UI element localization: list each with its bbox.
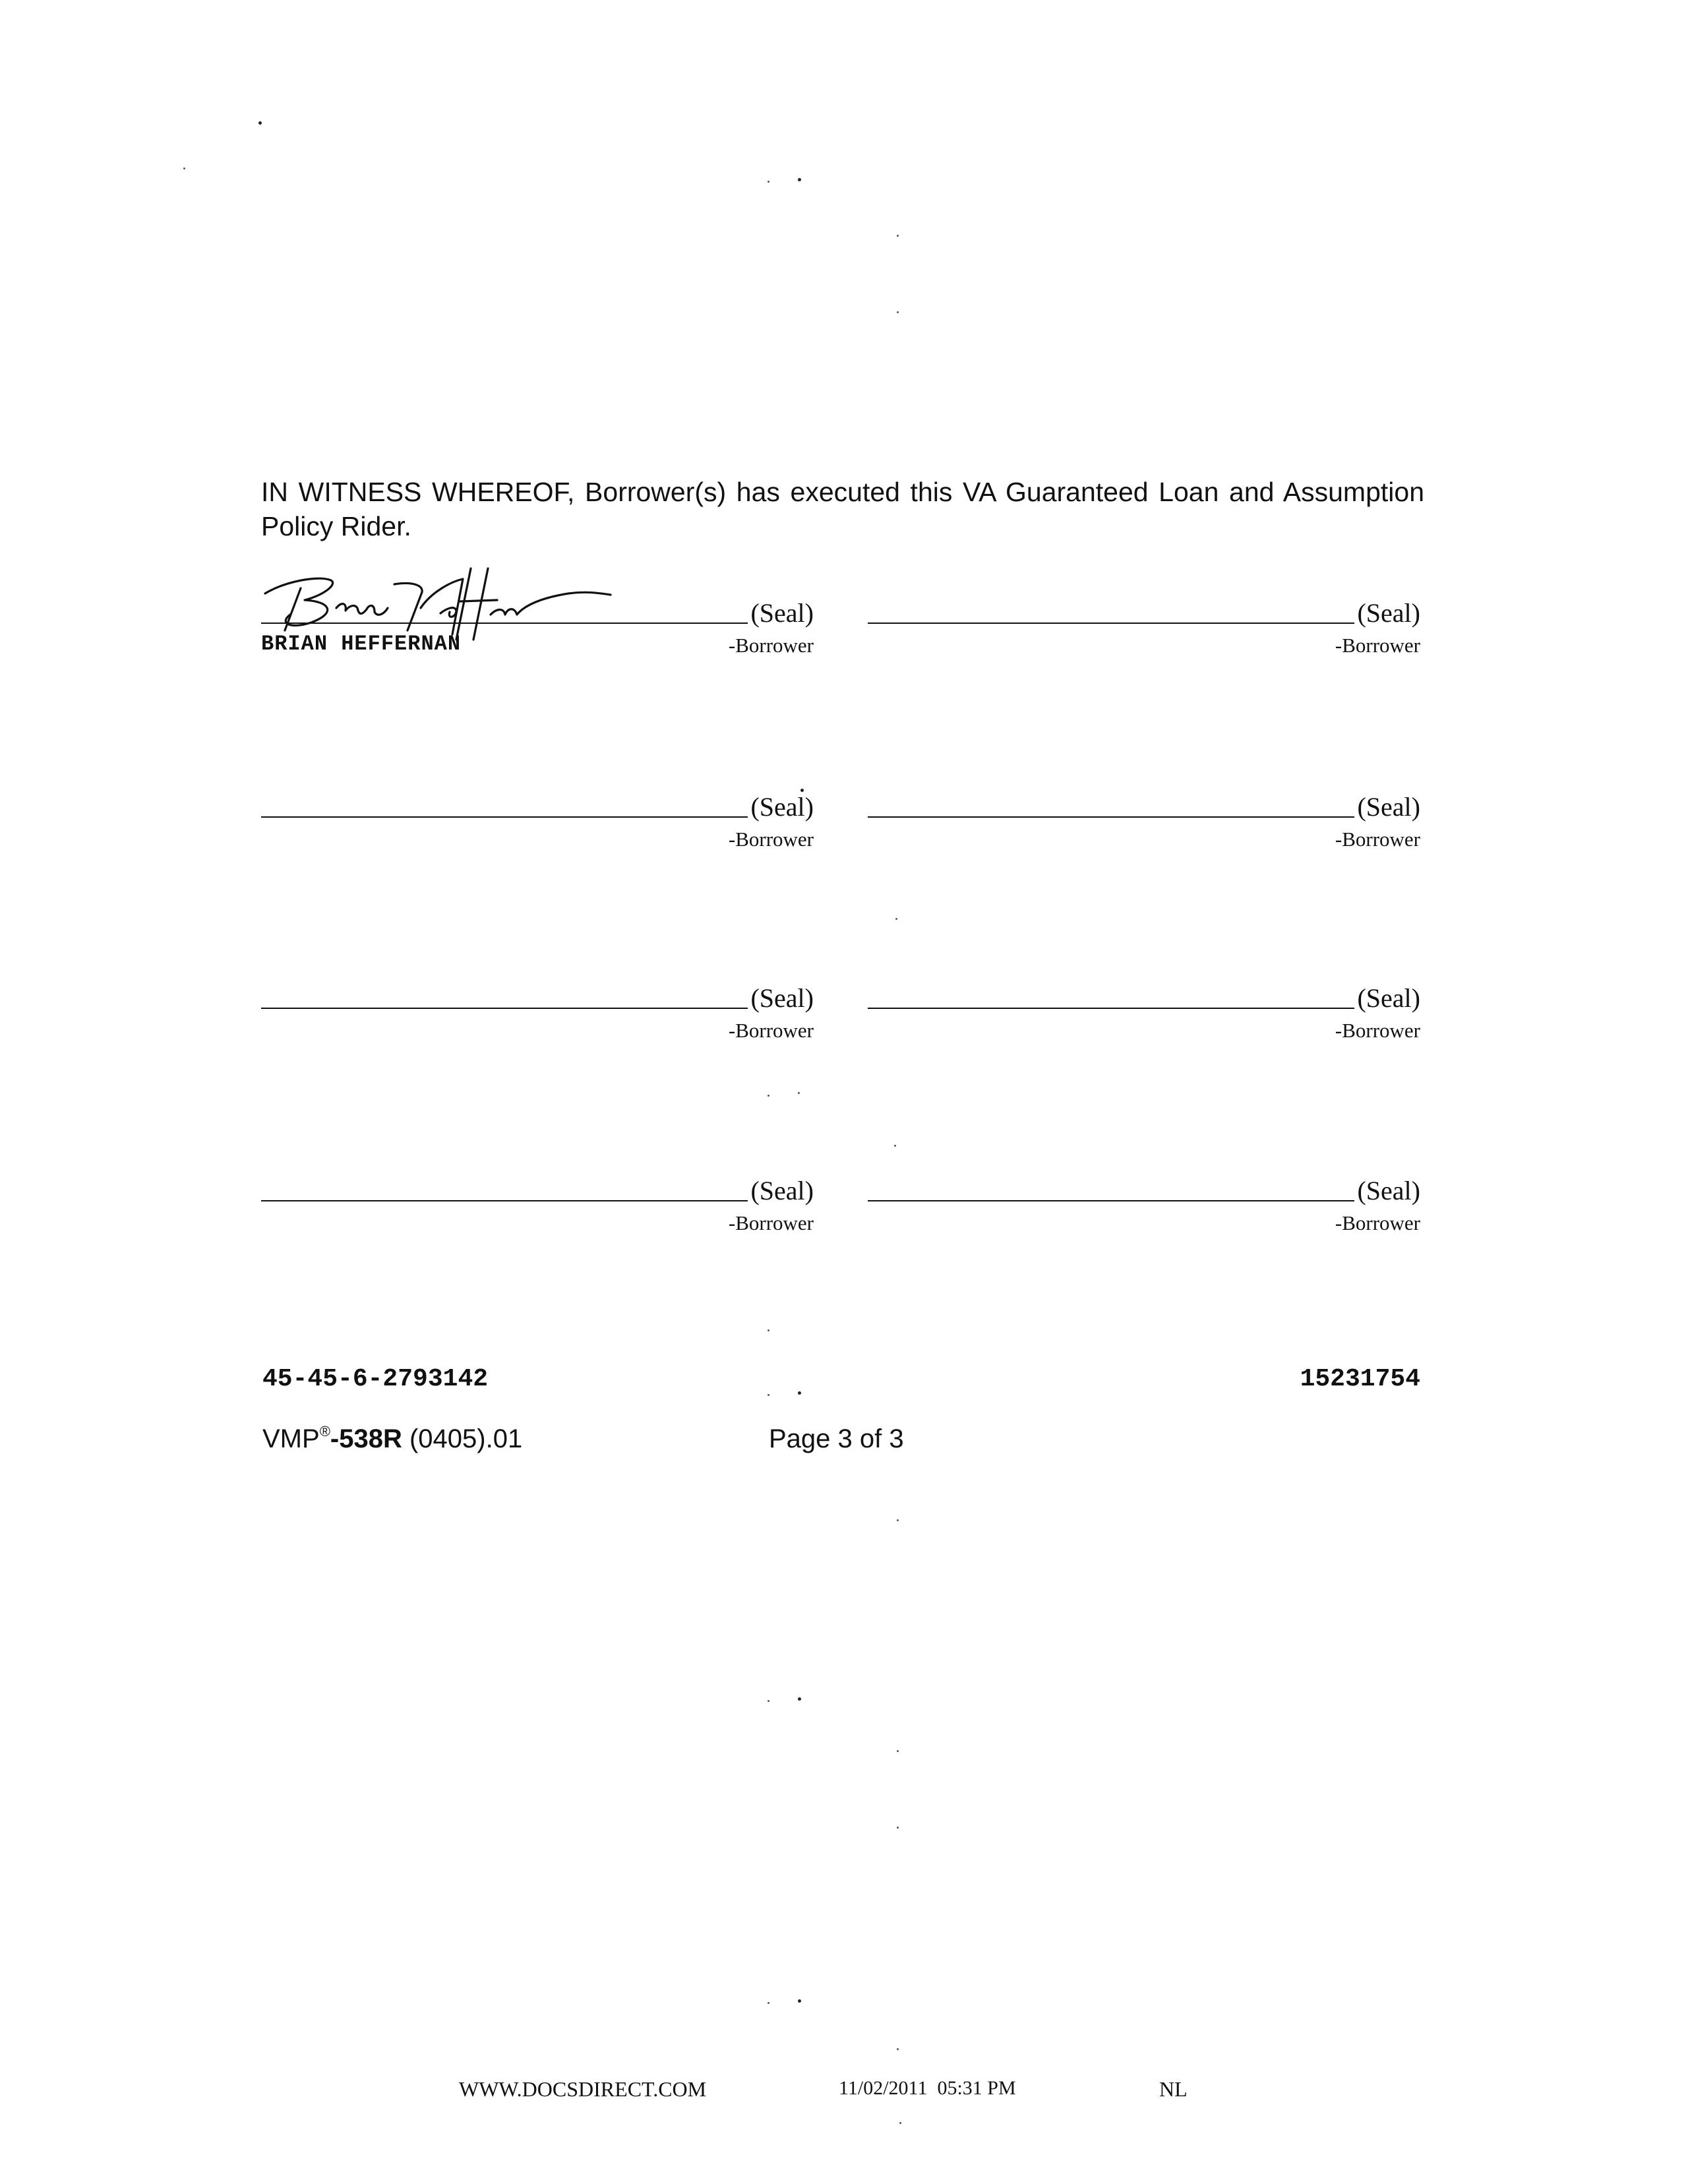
signature-line xyxy=(868,622,1354,624)
borrower-label: -Borrower xyxy=(728,828,814,851)
footer-timestamp: 11/02/2011 05:31 PM xyxy=(839,2077,1016,2099)
scan-speck xyxy=(768,1700,769,1702)
form-code-number: -538R xyxy=(330,1424,402,1453)
scan-speck xyxy=(894,1145,896,1147)
signature-block xyxy=(868,782,1420,851)
seal-label: (Seal) xyxy=(1357,1176,1420,1205)
page-number: Page 3 of 3 xyxy=(769,1424,904,1453)
signature-block xyxy=(261,782,814,851)
scan-speck xyxy=(183,167,185,169)
form-code xyxy=(262,1424,522,1454)
borrower-label: -Borrower xyxy=(1335,828,1420,851)
scan-speck xyxy=(798,1092,800,1094)
seal-label: (Seal) xyxy=(750,792,814,822)
scan-speck xyxy=(768,2002,769,2004)
scan-speck xyxy=(768,1095,769,1097)
borrower-label: -Borrower xyxy=(1335,1019,1420,1042)
seal-label: (Seal) xyxy=(1357,598,1420,628)
signature-line xyxy=(261,1008,748,1009)
seal-label: (Seal) xyxy=(750,598,814,628)
loan-number: 45-45-6-2793142 xyxy=(262,1365,489,1393)
scan-speck xyxy=(258,121,262,125)
signature-block xyxy=(868,1166,1420,1234)
scan-speck xyxy=(897,311,899,313)
scan-speck xyxy=(897,235,899,237)
seal-label: (Seal) xyxy=(1357,792,1420,822)
seal-label: (Seal) xyxy=(750,983,814,1013)
registered-mark: ® xyxy=(319,1423,330,1440)
scan-speck xyxy=(798,1697,801,1701)
borrower-label: -Borrower xyxy=(1335,634,1420,657)
scan-speck xyxy=(798,1999,801,2003)
scan-speck xyxy=(897,2048,899,2050)
borrower-label: -Borrower xyxy=(728,1211,814,1234)
signature-line xyxy=(868,1200,1354,1201)
borrower-label: -Borrower xyxy=(728,1019,814,1042)
signature-line xyxy=(261,622,748,624)
form-code-suffix: (0405).01 xyxy=(402,1424,523,1453)
scan-speck xyxy=(768,1394,769,1396)
borrower-label: -Borrower xyxy=(728,634,814,657)
seal-label: (Seal) xyxy=(750,1176,814,1205)
signature-block xyxy=(261,973,814,1042)
scan-speck xyxy=(899,2122,901,2124)
footer-website: WWW.DOCSDIRECT.COM xyxy=(459,2077,707,2101)
witness-clause: IN WITNESS WHEREOF, Borrower(s) has executed this VA Guaranteed Loan and Assumption Policy Rider. xyxy=(261,477,1424,541)
scan-speck xyxy=(897,1750,899,1752)
scan-speck xyxy=(897,1519,899,1521)
scan-speck xyxy=(798,178,801,181)
signature-line xyxy=(261,816,748,818)
borrower-name: BRIAN HEFFERNAN xyxy=(261,632,462,656)
borrower-label: -Borrower xyxy=(1335,1211,1420,1234)
signature-block xyxy=(868,973,1420,1042)
footer-operator: NL xyxy=(1159,2077,1188,2101)
seal-label: (Seal) xyxy=(1357,983,1420,1013)
signature-line xyxy=(868,1008,1354,1009)
scan-speck xyxy=(895,918,897,920)
signature-line xyxy=(261,1200,748,1201)
scan-speck xyxy=(897,1827,899,1829)
scan-speck xyxy=(768,1329,769,1331)
document-number: 15231754 xyxy=(1300,1365,1420,1393)
scan-speck xyxy=(798,1391,801,1395)
scan-speck xyxy=(768,181,769,183)
signature-line xyxy=(868,816,1354,818)
signature-block xyxy=(261,1166,814,1234)
signature-block xyxy=(261,588,814,657)
form-code-prefix: VMP xyxy=(262,1424,320,1453)
signature-block xyxy=(868,588,1420,657)
